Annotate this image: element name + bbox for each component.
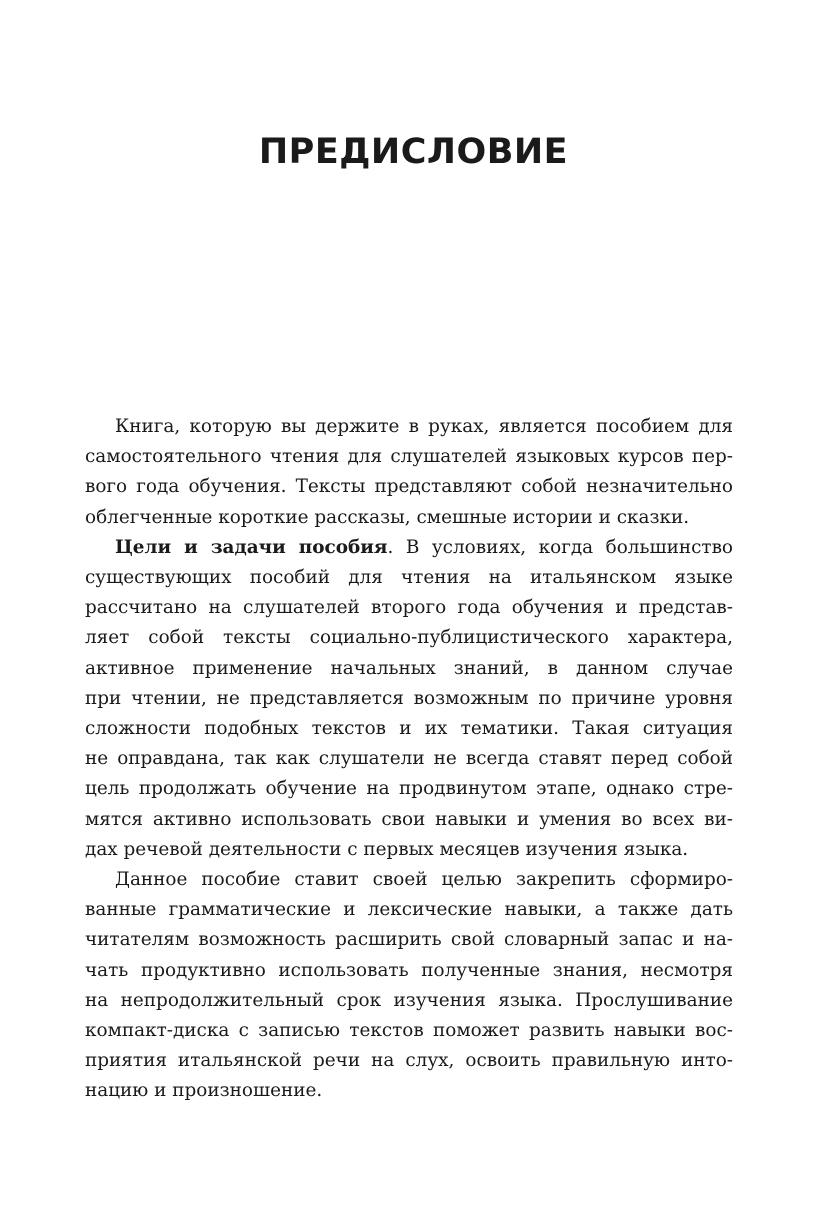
text-line: цель продолжать обучение на продвинутом этапе, однако стре- [85,778,733,800]
text-line: Данное пособие ставит своей целью закрепить сформиро- [115,869,733,891]
text-line: ванные грамматические и лексические навыки, а также дать [85,899,733,921]
bold-lead-phrase: Цели и задачи пособия [115,536,388,558]
text-line: при чтении, не представляется возможным по причине уровня [85,687,733,709]
text-line: активное применение начальных знаний, в данном случае [85,657,733,679]
text-line: нацию и произношение. [85,1080,323,1102]
text-line: приятия итальянской речи на слух, освоить правильную инто- [85,1050,733,1072]
paragraph-1 [85,412,733,533]
text-line: Книга, которую вы держите в руках, является пособием для [115,416,733,437]
text-line: читателям возможность расширить свой словарный запас и на- [85,929,733,951]
text-line: дах речевой деятельности с первых месяцев изучения языка. [85,838,689,860]
text-line: компакт-диска с записью текстов поможет развить навыки вос- [85,1020,733,1042]
text-line: самостоятельного чтения для слушателей языковых курсов пер- [85,446,733,468]
text-line-lead [85,533,733,563]
text-line: ляет собой тексты социально-публицистического характера, [85,627,733,649]
text-line: на непродолжительный срок изучения языка. Прослушивание [85,989,733,1011]
text-line: существующих пособий для чтения на итальянском языке [85,567,733,589]
text-line: сложности подобных текстов и их тематики. Такая ситуация [85,718,733,740]
text-line: чать продуктивно использовать полученные знания, несмотря [85,959,733,981]
text-line: рассчитано на слушателей второго года обучения и представ- [85,597,733,619]
text-line: вого года обучения. Тексты представляют собой незначительно [85,476,733,498]
paragraph-3 [85,865,733,1107]
text-line: не оправдана, так как слушатели не всегда ставят перед собой [85,748,733,770]
lead-continuation: . В условиях, когда большинство [387,536,733,558]
paragraph-2 [85,533,733,865]
preface-text [85,412,733,1107]
text-line: облегченные короткие рассказы, смешные истории и сказки. [85,506,690,528]
text-line: мятся активно использовать свои навыки и умения во всех ви- [85,808,733,830]
page-title: ПРЕДИСЛОВИЕ [258,132,569,172]
